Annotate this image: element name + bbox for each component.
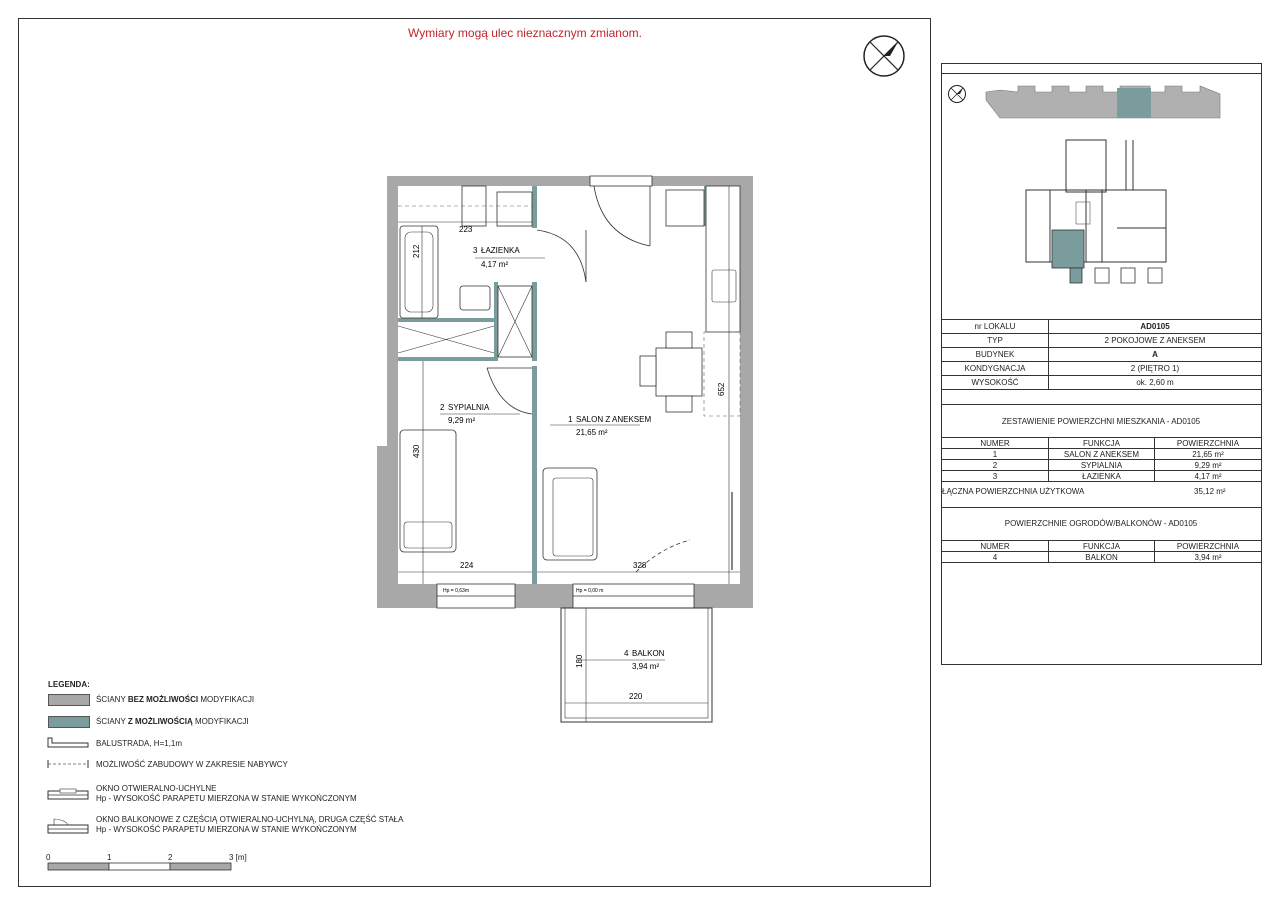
legend-swatch-modifiable <box>48 716 90 728</box>
dimension-label: 223 <box>459 225 473 234</box>
column-header: NUMER <box>942 438 1049 449</box>
column-header: FUNKCJA <box>1049 541 1155 552</box>
cell: 9,29 m² <box>1155 460 1262 471</box>
balustrade-icon <box>46 736 90 750</box>
room-no: 2 <box>440 403 445 412</box>
cell: ŁAZIENKA <box>1049 471 1155 482</box>
legend-swatch-fixed <box>48 694 90 706</box>
divider <box>941 507 1261 508</box>
scale-label: 2 <box>168 853 173 862</box>
legend-title: LEGENDA: <box>48 680 90 689</box>
legend-balustrade: BALUSTRADA, H=1,1m <box>96 739 183 748</box>
scale-label: 3 [m] <box>229 853 247 862</box>
table-row <box>942 552 1262 563</box>
dimension-label: 430 <box>412 444 421 458</box>
dimension-label: 220 <box>629 692 643 701</box>
legend-window-1: OKNO OTWIERALNO-UCHYLNE Hp - WYSOKOŚĆ PARAPETU MIERZONA W STANIE WYKOŃCZONYM <box>96 784 357 803</box>
room-area: 4,17 m² <box>481 260 509 269</box>
room-name: SYPIALNIA <box>448 403 490 412</box>
info-label: nr LOKALU <box>942 320 1049 334</box>
dimension-label: 212 <box>412 244 421 258</box>
column-header: FUNKCJA <box>1049 438 1155 449</box>
info-value: ok. 2,60 m <box>1049 376 1262 390</box>
floor-plan <box>370 170 760 730</box>
cell: 1 <box>942 449 1049 460</box>
info-value: 2 POKOJOWE Z ANEKSEM <box>1049 334 1262 348</box>
info-label: KONDYGNACJA <box>942 362 1049 376</box>
room-area: 21,65 m² <box>576 428 608 437</box>
balcony-table <box>941 540 1262 563</box>
info-value: A <box>1049 348 1262 362</box>
room-no: 4 <box>624 649 629 658</box>
areas-table <box>941 437 1262 482</box>
scale-bar <box>47 862 237 872</box>
column-header: NUMER <box>942 541 1049 552</box>
cell: SYPIALNIA <box>1049 460 1155 471</box>
info-label: TYP <box>942 334 1049 348</box>
buildout-icon <box>46 758 90 770</box>
balcony-window-icon <box>46 818 90 838</box>
total-area-label: ŁĄCZNA POWIERZCHNIA UŻYTKOWA <box>942 487 1085 496</box>
total-area-value: 35,12 m² <box>1194 487 1226 496</box>
legend-walls-modifiable: ŚCIANY Z MOŻLIWOŚCIĄ MODYFIKACJI <box>96 717 249 726</box>
notice-text: Wymiary mogą ulec nieznacznym zmianom. <box>408 26 642 40</box>
north-arrow-icon <box>862 34 906 78</box>
room-name: BALKON <box>632 649 665 658</box>
room-name: ŁAZIENKA <box>481 246 520 255</box>
legend-walls-fixed: ŚCIANY BEZ MOŻLIWOŚCI MODYFIKACJI <box>96 695 255 704</box>
cell: 2 <box>942 460 1049 471</box>
cell: SALON Z ANEKSEM <box>1049 449 1155 460</box>
room-no: 3 <box>473 246 478 255</box>
dimension-label: 180 <box>575 654 584 668</box>
divider <box>941 404 1261 405</box>
table-header-row <box>942 541 1262 552</box>
info-label: BUDYNEK <box>942 348 1049 362</box>
cell: BALKON <box>1049 552 1155 563</box>
table-row <box>942 449 1262 460</box>
column-header: POWIERZCHNIA <box>1155 438 1262 449</box>
info-label: WYSOKOŚĆ <box>942 376 1049 390</box>
areas-title: ZESTAWIENIE POWIERZCHNI MIESZKANIA - AD0105 <box>1001 417 1201 426</box>
svg-text:3 <box>473 246 478 255</box>
table-row <box>942 334 1262 348</box>
building-key-plan <box>980 80 1230 305</box>
table-row <box>942 376 1262 390</box>
cell: 21,65 m² <box>1155 449 1262 460</box>
room-area: 3,94 m² <box>632 662 660 671</box>
dimension-label: 224 <box>460 561 474 570</box>
dimension-label: 328 <box>633 561 647 570</box>
cell: 3 <box>942 471 1049 482</box>
table-row <box>942 348 1262 362</box>
cell: 3,94 m² <box>1155 552 1262 563</box>
dimension-label: 652 <box>717 382 726 396</box>
table-row <box>942 320 1262 334</box>
parapet-label: Hp = 0,63m <box>443 588 469 594</box>
cell: 4 <box>942 552 1049 563</box>
room-name: SALON Z ANEKSEM <box>576 415 652 424</box>
info-value: 2 (PIĘTRO 1) <box>1049 362 1262 376</box>
scale-label: 1 <box>107 853 112 862</box>
column-header: POWIERZCHNIA <box>1155 541 1262 552</box>
table-header-row <box>942 438 1262 449</box>
table-row <box>942 471 1262 482</box>
table-row <box>942 460 1262 471</box>
room-no: 1 <box>568 415 573 424</box>
scale-label: 0 <box>46 853 51 862</box>
room-area: 9,29 m² <box>448 416 476 425</box>
panel-top-rule <box>941 73 1261 74</box>
table-row <box>942 362 1262 376</box>
legend-window-2: OKNO BALKONOWE Z CZĘŚCIĄ OTWIERALNO-UCHYLNĄ, DRUGA CZĘŚĆ STAŁA Hp - WYSOKOŚĆ PARAPETU MIERZONA W STANIE WYKOŃCZONYM <box>96 815 404 834</box>
legend-buildout: MOŻLIWOŚĆ ZABUDOWY W ZAKRESIE NABYWCY <box>96 760 288 769</box>
balcony-title: POWIERZCHNIE OGRODÓW/BALKONÓW - AD0105 <box>1004 519 1198 528</box>
info-value: AD0105 <box>1049 320 1262 334</box>
cell: 4,17 m² <box>1155 471 1262 482</box>
apartment-info-table <box>941 319 1262 390</box>
north-arrow-small-icon <box>947 84 967 104</box>
parapet-label: Hp = 0,00 m <box>576 588 604 594</box>
window-tilt-icon <box>46 788 90 802</box>
